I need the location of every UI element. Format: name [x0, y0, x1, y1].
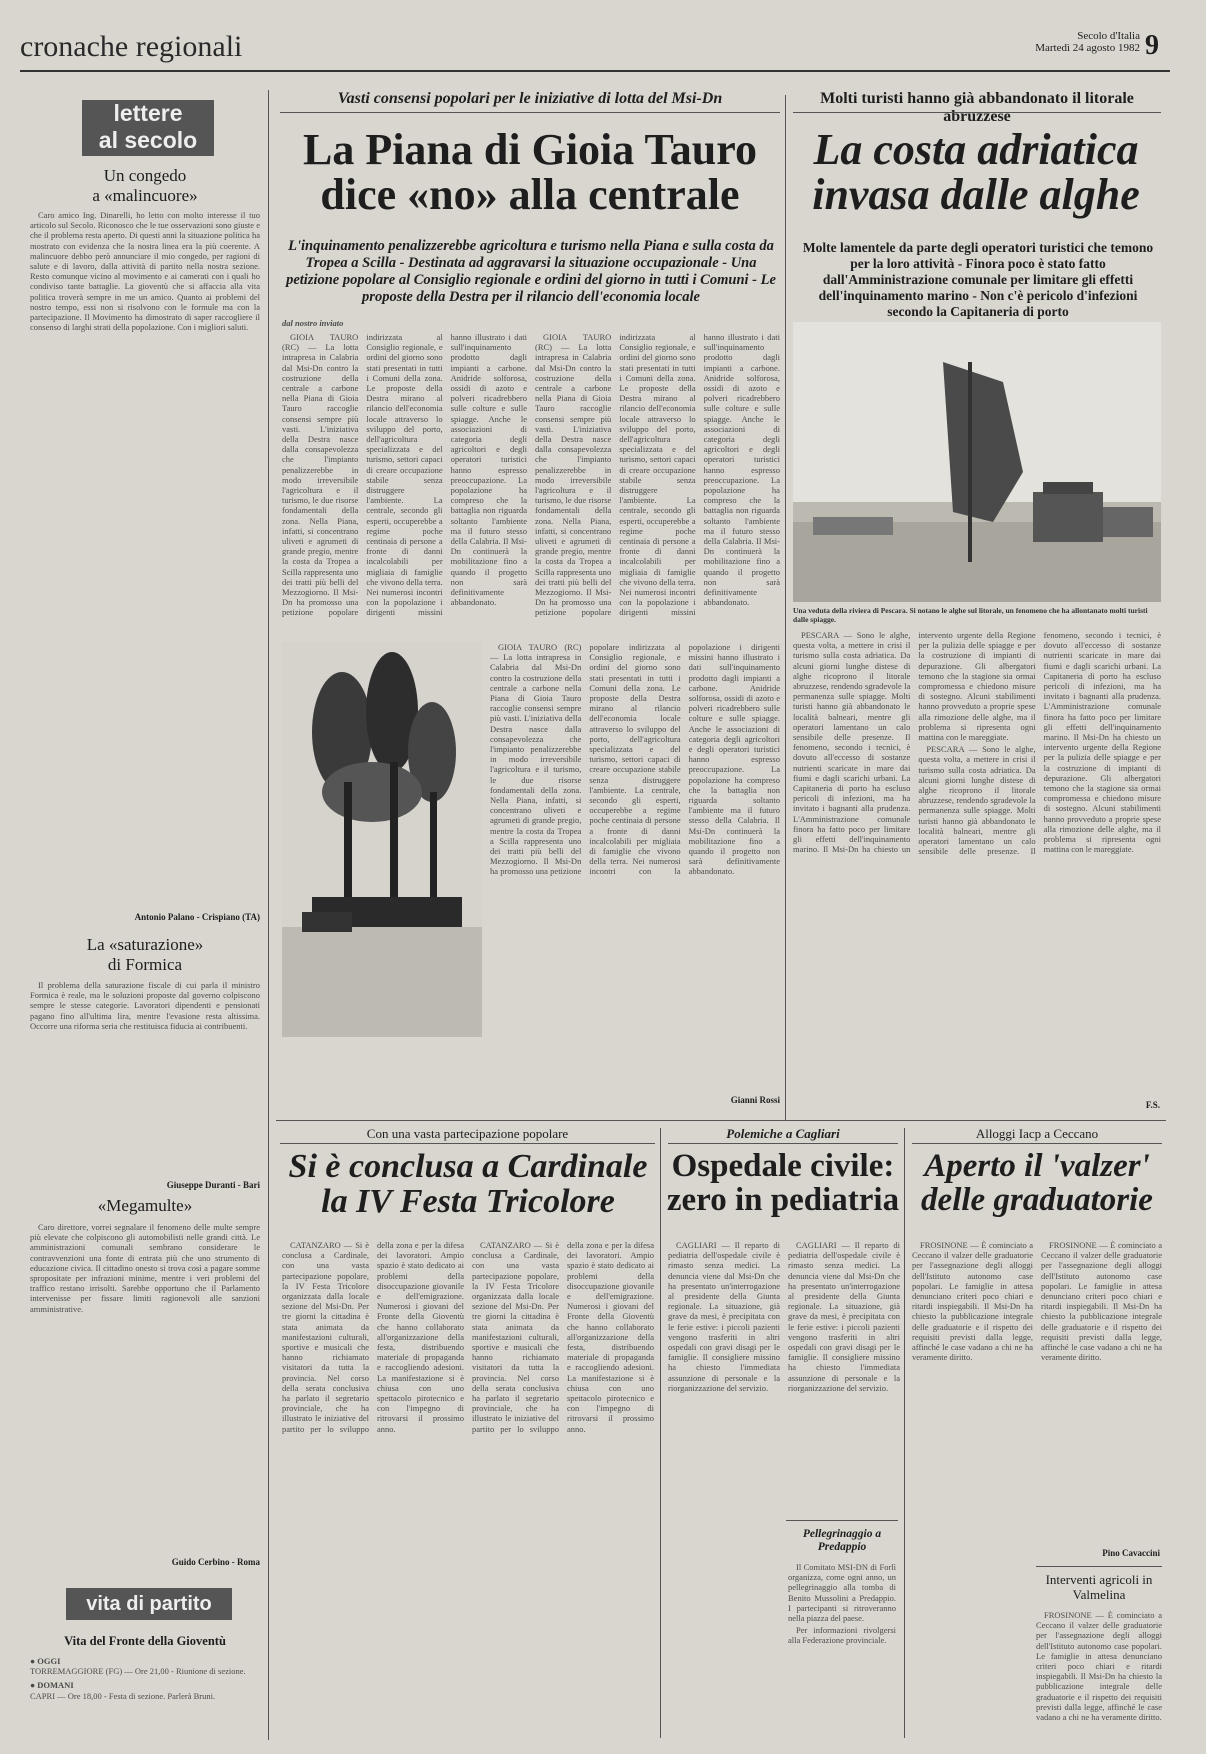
letters-box-line: al secolo: [98, 127, 198, 153]
letter-title-line: Un congedo: [103, 166, 187, 185]
kicker-rule: [280, 112, 780, 113]
article-kicker: Vasti consensi popolari per le iniziative di lotta del Msi-Dn: [337, 90, 723, 107]
power-plant-image: [282, 642, 482, 1037]
party-item-label: DOMANI: [37, 1680, 74, 1691]
column-divider: [660, 1128, 661, 1738]
article-paragraph: CATANZARO — Si è conclusa a Cardinale, con una vasta partecipazione popolare, la IV Festa Tricolore organizzata dalla locale sezione del Msi-Dn. Per tre giorni la cittadina è stata animata da manifestazioni culturali, sportive e musicali che hanno richiamato visitatori da tutta la provincia. Nel corso della serata conclusiva ha parlato il segretario provinciale, che ha illustrato le iniziative del partito per lo sviluppo della zona e per la difesa dei lavoratori. Ampio spazio è stato dedicato ai problemi della disoccupazione giovanile e dell'emigrazione. Numerosi i giovani del Fronte della Gioventù che hanno collaborato all'organizzazione della festa, distribuendo materiale di propaganda e raccogliendo adesioni. La manifestazione si è chiusa con uno spettacolo pirotecnico e con l'impegno di ritrovarsi il prossimo anno.: [472, 1240, 654, 1434]
article-body: [912, 1240, 1162, 1540]
headline-line: zero in pediatria: [666, 1181, 900, 1218]
letter-signature: Guido Cerbino - Roma: [171, 1557, 260, 1567]
letter-body: [30, 210, 260, 910]
headline-line: Aperto il 'valzer': [924, 1148, 1150, 1184]
party-item-text: CAPRI — Ore 18,00 - Festa di sezione. Parlerà Bruni.: [30, 1690, 216, 1701]
headline-line: invasa dalle alghe: [812, 169, 1140, 219]
article-headline: [662, 1150, 904, 1217]
article-paragraph: GIOIA TAURO (RC) — La lotta intrapresa in Calabria dal Msi-Dn contro la costruzione della centrale a carbone nella Piana di Gioia Tauro raccoglie consensi sempre più vasti. L'iniziativa della Destra nasce dalla consapevolezza che l'impianto penalizzerebbe in modo irreversibile l'agricoltura e il turismo, le due risorse fondamentali della zona. Nella Piana, infatti, si concentrano uliveti e agrumeti di grande pregio, mentre la costa da Tropea a Scilla rappresenta uno dei tratti più belli del Mezzogiorno. Il Msi-Dn ha promosso una petizione popolare indirizzata al Consiglio regionale, e ordini del giorno sono stati presentati in tutti i Comuni della zona. Le proposte della Destra mirano al rilancio dell'economia locale attraverso lo sviluppo del porto, dell'agricoltura specializzata e del turismo, settori capaci di creare occupazione stabile senza distruggere l'ambiente. La centrale, secondo gli esperti, occuperebbe a regime poche centinaia di persone a fronte di danni incalcolabili per migliaia di famiglie che vivono della terra. Nei numerosi incontri con la popolazione i dirigenti missini hanno illustrato i dati sull'inquinamento prodotto dagli impianti a carbone. Anidride solforosa, ossidi di azoto e polveri ricadrebbero sulle colture e sulle spiagge. Anche le associazioni di categoria degli agricoltori e degli operatori turistici hanno espresso preoccupazione. La popolazione ha compreso che la battaglia non riguarda soltanto l'ambiente ma il futuro stesso della Calabria. Il Msi-Dn continuerà la mobilitazione fino a quando il progetto non sarà definitivamente abbandonato.: [534, 332, 780, 618]
headline-line: delle graduatorie: [921, 1181, 1153, 1218]
article-signature: Pino Cavaccini: [1102, 1548, 1160, 1558]
paper-date: Martedì 24 agosto 1982: [1035, 42, 1140, 54]
headline-line: La costa adriatica: [813, 125, 1139, 174]
article-paragraph: GIOIA TAURO (RC) — La lotta intrapresa in Calabria dal Msi-Dn contro la costruzione della centrale a carbone nella Piana di Gioia Tauro raccoglie consensi sempre più vasti. L'iniziativa della Destra nasce dalla consapevolezza che l'impianto penalizzerebbe in modo irreversibile l'agricoltura e il turismo, le due risorse fondamentali della zona. Nella Piana, infatti, si concentrano uliveti e agrumeti di grande pregio, mentre la costa da Tropea a Scilla rappresenta uno dei tratti più belli del Mezzogiorno. Il Msi-Dn ha promosso una petizione popolare indirizzata al Consiglio regionale, e ordini del giorno sono stati presentati in tutti i Comuni della zona. Le proposte della Destra mirano al rilancio dell'economia locale attraverso lo sviluppo del porto, dell'agricoltura specializzata e del turismo, settori capaci di creare occupazione stabile senza distruggere l'ambiente. La centrale, secondo gli esperti, occuperebbe a regime poche centinaia di persone a fronte di danni incalcolabili per migliaia di famiglie che vivono della terra. Nei numerosi incontri con la popolazione i dirigenti missini hanno illustrato i dati sull'inquinamento prodotto dagli impianti a carbone. Anidride solforosa, ossidi di azoto e polveri ricadrebbero sulle colture e sulle spiagge. Anche le associazioni di categoria degli agricoltori e degli operatori turistici hanno espresso preoccupazione. La popolazione ha compreso che la battaglia non riguarda soltanto l'ambiente ma il futuro stesso della Calabria. Il Msi-Dn continuerà la mobilitazione fino a quando il progetto non sarà definitivamente abbandonato.: [282, 332, 527, 618]
party-box-title: vita di partito: [66, 1588, 232, 1620]
article-paragraph: GIOIA TAURO (RC) — La lotta intrapresa in Calabria dal Msi-Dn contro la costruzione della centrale a carbone nella Piana di Gioia Tauro raccoglie consensi sempre più vasti. L'iniziativa della Destra nasce dalla consapevolezza che l'impianto penalizzerebbe in modo irreversibile l'agricoltura e il turismo, le due risorse fondamentali della zona. Nella Piana, infatti, si concentrano uliveti e agrumeti di grande pregio, mentre la costa da Tropea a Scilla rappresenta uno dei tratti più belli del Mezzogiorno. Il Msi-Dn ha promosso una petizione popolare indirizzata al Consiglio regionale, e ordini del giorno sono stati presentati in tutti i Comuni della zona. Le proposte della Destra mirano al rilancio dell'economia locale attraverso lo sviluppo del porto, dell'agricoltura specializzata e del turismo, settori capaci di creare occupazione stabile senza distruggere l'ambiente. La centrale, secondo gli esperti, occuperebbe a regime poche centinaia di persone a fronte di danni incalcolabili per migliaia di famiglie che vivono della terra. Nei numerosi incontri con la popolazione i dirigenti missini hanno illustrato i dati sull'inquinamento prodotto dagli impianti a carbone. Anidride solforosa, ossidi di azoto e polveri ricadrebbero sulle colture e sulle spiagge. Anche le associazioni di categoria degli agricoltori e degli operatori turistici hanno espresso preoccupazione. La popolazione ha compreso che la battaglia non riguarda soltanto l'ambiente ma il futuro stesso della Calabria. Il Msi-Dn continuerà la mobilitazione fino a quando il progetto non sarà definitivamente abbandonato.: [490, 642, 780, 877]
kicker-rule: [793, 112, 1161, 113]
article-kicker: Molti turisti hanno già abbandonato il litorale abruzzese: [820, 90, 1134, 125]
article-paragraph: CAGLIARI — Il reparto di pediatria dell'ospedale civile è rimasto senza medici. La denuncia viene dal Msi-Dn che ha presentato un'interrogazione al presidente della Giunta regionale. La situazione, già grave da mesi, è precipitata con le ferie estive: i piccoli pazienti vengono trasferiti in altri ospedali con gravi disagi per le famiglie. Il consigliere missino ha chiesto l'immediata assunzione di personale e la riorganizzazione del servizio.: [668, 1240, 780, 1393]
section-title: cronache regionali: [20, 30, 243, 63]
article-headline: [790, 125, 1162, 219]
article-paragraph: PESCARA — Sono le alghe, questa volta, a mettere in crisi il turismo sulla costa adriatica. Da alcuni giorni lunghe distese di alghe ricoprono il litorale abruzzese, rendendo sgradevole la permanenza sulle spiagge. Molti turisti hanno già abbandonato le località balneari, mentre gli operatori lamentano un calo sensibile delle presenze. Il fenomeno, secondo i tecnici, è dovuto all'eccesso di sostanze nutrienti scaricate in mare dai fiumi e dagli scarichi urbani. La Capitaneria di porto ha escluso pericoli di infezioni, ma ha invitato i bagnanti alla prudenza. L'Amministrazione comunale finora ha fatto poco per limitare gli effetti dell'inquinamento marino. Il Msi-Dn ha chiesto un intervento urgente della Regione per la pulizia delle spiagge e per la costruzione di impianti di depurazione. Gli albergatori temono che la stagione sia ormai compromessa e chiedono misure di sostegno. Alcuni stabilimenti hanno provveduto a proprie spese alla rimozione delle alghe, ma il problema si ripresenta ogni mattina con le mareggiate.: [918, 630, 1161, 857]
article-kicker: Alloggi Iacp a Ceccano: [975, 1126, 1099, 1141]
pilgrimage-paragraph: Il Comitato MSI-DN di Forlì organizza, come ogni anno, un pellegrinaggio alla tomba di Benito Mussolini a Predappio. I partecipanti si ritroveranno nella piazza del paese.: [788, 1562, 896, 1624]
headline-line: Ospedale civile:: [671, 1148, 895, 1184]
letters-box-line: lettere: [113, 100, 183, 126]
article-signature: F.S.: [1145, 1100, 1160, 1110]
letter-title: [30, 935, 260, 975]
letter-title-line: a «malincuore»: [92, 186, 198, 205]
header-rule: [20, 70, 1170, 72]
headline-line: La Piana di Gioia Tauro: [302, 125, 757, 174]
letter-title: [30, 166, 260, 206]
agriculture-box-title: Interventi agricoli in Valmelina: [1045, 1572, 1153, 1602]
headline-line: dice «no» alla centrale: [320, 169, 740, 219]
page-header: [20, 18, 1170, 68]
letter-title: «Megamulte»: [97, 1196, 193, 1215]
box-rule: [786, 1520, 898, 1521]
headline-line: Si è conclusa a Cardinale: [288, 1148, 648, 1185]
letter-body: [30, 980, 260, 1180]
article-body-bottom: [490, 642, 780, 1042]
photo-caption: Una veduta della riviera di Pescara. Si notano le alghe sul litorale, un fenomeno che ha allontanato molti turisti dalle spiagge.: [793, 606, 1148, 624]
page-number: 9: [1145, 30, 1159, 61]
pilgrimage-title: Pellegrinaggio a Predappio: [802, 1528, 882, 1553]
party-item: ● DOMANI: [30, 1680, 74, 1691]
pilgrimage-paragraph: Per informazioni rivolgersi alla Federazione provinciale.: [788, 1625, 896, 1646]
party-item-text: TORREMAGGIORE (FG) — Ore 21,00 - Riunione di sezione.: [30, 1666, 246, 1677]
beach-image: [793, 322, 1161, 602]
letter-title-line: La «saturazione»: [86, 935, 204, 954]
kicker-rule: [912, 1143, 1162, 1144]
article-kicker: Polemiche a Cagliari: [726, 1126, 840, 1141]
column-divider: [785, 95, 786, 1120]
agriculture-box-body: [1036, 1610, 1162, 1738]
column-divider: [904, 1128, 905, 1738]
letter-title-line: di Formica: [107, 955, 183, 974]
article-headline: [276, 1150, 660, 1219]
article-body: [282, 1240, 654, 1740]
column-divider: [268, 90, 269, 1740]
article-byline: dal nostro inviato: [282, 318, 344, 328]
kicker-rule: [668, 1143, 898, 1144]
letter-body: [30, 1222, 260, 1552]
article-deck: Molte lamentele da parte degli operatori turistici che temono per la loro attività - Finora poco è stato fatto dall'Amministrazione comunale per limitare gli effetti dell'inquinamento marino - Non c'è pericolo d'infezioni secondo la Capitaneria di porto: [802, 240, 1154, 319]
paper-name: Secolo d'Italia: [1077, 30, 1140, 42]
letters-box-title: [82, 100, 214, 156]
article-body-top: [282, 332, 780, 642]
article-signature: Gianni Rossi: [730, 1095, 780, 1105]
article-paragraph: FROSINONE — È cominciato a Ceccano il valzer delle graduatorie per l'assegnazione degli alloggi dell'Istituto autonomo case popolari. Le famiglie in attesa denunciano criteri poco chiari e ritardi inspiegabili. Il Msi-Dn ha chiesto la pubblicazione integrale delle graduatorie e il rispetto dei requisiti previsti dalla legge, affinché le case vadano a chi ne ha veramente diritto.: [912, 1240, 1033, 1363]
article-paragraph: CATANZARO — Si è conclusa a Cardinale, con una vasta partecipazione popolare, la IV Festa Tricolore organizzata dalla locale sezione del Msi-Dn. Per tre giorni la cittadina è stata animata da manifestazioni culturali, sportive e musicali che hanno richiamato visitatori da tutta la provincia. Nel corso della serata conclusiva ha parlato il segretario provinciale, che ha illustrato le iniziative del partito per lo sviluppo della zona e per la difesa dei lavoratori. Ampio spazio è stato dedicato ai problemi della disoccupazione giovanile e dell'emigrazione. Numerosi i giovani del Fronte della Gioventù che hanno collaborato all'organizzazione della festa, distribuendo materiale di propaganda e raccogliendo adesioni. La manifestazione si è chiusa con uno spettacolo pirotecnico e con l'impegno di ritrovarsi il prossimo anno.: [282, 1240, 464, 1434]
article-headline: [276, 125, 784, 219]
party-list: [30, 1656, 260, 1736]
letter-paragraph: Caro direttore, vorrei segnalare il fenomeno delle multe sempre più elevate che colpiscono gli automobilisti nelle grandi città. Le amministrazioni comunali sembrano considerare le contravvenzioni una fonte di entrata più che uno strumento di educazione civica. Il cittadino onesto si trova così a pagare somme spropositate per infrazioni minime, mentre i veri problemi del traffico restano irrisolti. Sarebbe opportuno che il Parlamento intervenisse per fissare limiti ragionevoli alle sanzioni amministrative.: [30, 1222, 260, 1314]
letter-signature: Giuseppe Duranti - Bari: [166, 1180, 260, 1190]
article-paragraph: PESCARA — Sono le alghe, questa volta, a mettere in crisi il turismo sulla costa adriatica. Da alcuni giorni lunghe distese di alghe ricoprono il litorale abruzzese, rendendo sgradevole la permanenza sulle spiagge. Molti turisti hanno già abbandonato le località balneari, mentre gli operatori lamentano un calo sensibile delle presenze. Il fenomeno, secondo i tecnici, è dovuto all'eccesso di sostanze nutrienti scaricate in mare dai fiumi e dagli scarichi urbani. La Capitaneria di porto ha escluso pericoli di infezioni, ma ha invitato i bagnanti alla prudenza. L'Amministrazione comunale finora ha fatto poco per limitare gli effetti dell'inquinamento marino. Il Msi-Dn ha chiesto un intervento urgente della Regione per la pulizia delle spiagge e per la costruzione di impianti di depurazione. Gli albergatori temono che la stagione sia ormai compromessa e chiedono misure di sostegno. Alcuni stabilimenti hanno provveduto a proprie spese alla rimozione delle alghe, ma il problema si ripresenta ogni mattina con le mareggiate.: [793, 630, 1036, 855]
letter-paragraph: Il problema della saturazione fiscale di cui parla il ministro Formica è reale, ma le soluzioni proposte dal governo colpiscono sempre le stesse categorie. Lavoratori dipendenti e pensionati pagano fino all'ultima lira, mentre l'evasione resta altissima. Occorre una riforma seria che restituisca fiducia ai contribuenti.: [30, 980, 260, 1031]
agriculture-paragraph: FROSINONE — È cominciato a Ceccano il valzer delle graduatorie per l'assegnazione degli alloggi dell'Istituto autonomo case popolari. Le famiglie in attesa denunciano criteri poco chiari e ritardi inspiegabili. Il Msi-Dn ha chiesto la pubblicazione integrale delle graduatorie e il rispetto dei requisiti previsti dalla legge, affinché le case vadano a chi ne ha veramente diritto.: [1036, 1610, 1162, 1723]
beach-photo: [793, 322, 1161, 602]
pilgrimage-box: [786, 1520, 898, 1735]
party-heading: Vita del Fronte della Gioventù: [64, 1634, 226, 1648]
article-paragraph: FROSINONE — È cominciato a Ceccano il valzer delle graduatorie per l'assegnazione degli alloggi dell'Istituto autonomo case popolari. Le famiglie in attesa denunciano criteri poco chiari e ritardi inspiegabili. Il Msi-Dn ha chiesto la pubblicazione integrale delle graduatorie e il rispetto dei requisiti previsti dalla legge, affinché le case vadano a chi ne ha veramente diritto.: [1041, 1240, 1162, 1363]
letter-signature: Antonio Palano - Crispiano (TA): [134, 912, 260, 922]
letter-paragraph: Caro amico Ing. Dinarelli, ho letto con molto interesse il tuo articolo sul Secolo. Riconosco che le tue osservazioni sono giuste e che il problema resta aperto. Di questi anni la situazione politica ha mostrato con evidenza che la nostra linea era la più coerente. A malincuore debbo però annunciare il mio congedo, per ragioni di salute e di lavoro, dalla attività di partito nella nostra sezione. Resto comunque vicino al movimento e ai camerati con i quali ho condiviso tante battaglie. La gioventù che si affaccia alla vita politica troverà sempre in me un amico. Quanto ai problemi del nostro tempo, essi non si risolvono con le formule ma con la partecipazione. Il Movimento ha dimostrato di saper raccogliere il consenso di larghi strati della popolazione. Con i migliori saluti.: [30, 210, 260, 333]
party-item-label: OGGI: [37, 1656, 61, 1666]
section-divider: [276, 1120, 1166, 1121]
paper-info: [1020, 30, 1140, 54]
article-body: [793, 630, 1161, 1098]
article-paragraph: CAGLIARI — Il reparto di pediatria dell'ospedale civile è rimasto senza medici. La denuncia viene dal Msi-Dn che ha presentato un'interrogazione al presidente della Giunta regionale. La situazione, già grave da mesi, è precipitata con le ferie estive: i piccoli pazienti vengono trasferiti in altri ospedali con gravi disagi per le famiglie. Il consigliere missino ha chiesto l'immediata assunzione di personale e la riorganizzazione del servizio.: [788, 1240, 900, 1393]
headline-line: la IV Festa Tricolore: [321, 1182, 615, 1220]
party-item: ● OGGI: [30, 1656, 61, 1666]
article-kicker: Con una vasta partecipazione popolare: [366, 1126, 569, 1141]
box-rule: [1036, 1566, 1162, 1567]
power-plant-photo: [282, 642, 482, 1037]
article-headline: [906, 1150, 1168, 1217]
pilgrimage-body: [788, 1562, 896, 1732]
kicker-rule: [280, 1143, 655, 1144]
article-deck: L'inquinamento penalizzerebbe agricoltura e turismo nella Piana e sulla costa da Tropea a Scilla - Destinata ad aggravarsi la situazione occupazionale - Una petizione popolare al Consiglio regionale e ordini del giorno in tutti i Comuni - Le proposte della Destra per il rilancio dell'economia locale: [286, 238, 776, 305]
